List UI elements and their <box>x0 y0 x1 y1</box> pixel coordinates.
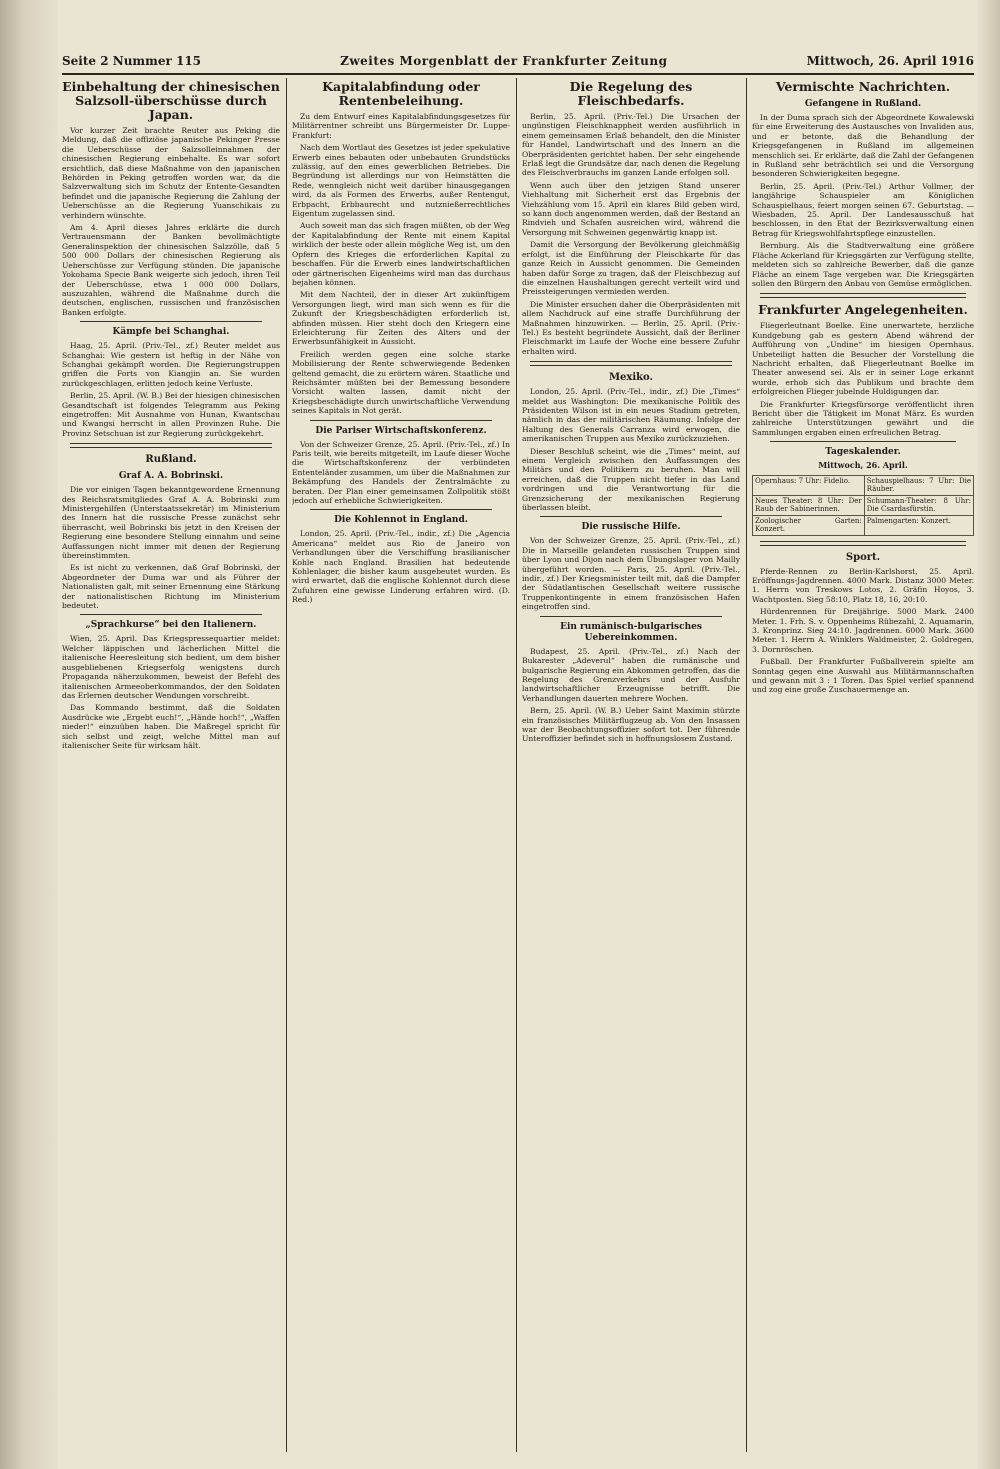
article-paragraph: Von der Schweizer Grenze, 25. April. (Priv.-Tel., zf.) Die in Marseille gelandeten russischen Truppen sind über Lyon und Dijon nach dem Übungslager von Mailly übergeführt worden. — Paris, 25. April. (Priv.-Tel., indir., zf.) Der Kriegsminister teilt mit, daß die Dampfer der Südatlantischen Gesellschaft weitere russische Truppenkontingente in einem französischen Hafen eingetroffen sind. <box>522 536 740 612</box>
article-paragraph: Hürdenrennen für Dreijährige. 5000 Mark. 2400 Meter. 1. Frh. S. v. Oppenheims Rübezahl, 2. Aquamarin, 3. Kronprinz. Sieg 24:10. Jagdrennen. 6000 Mark. 3600 Meter. 1. Herrn A. Winklers Waldmeister, 2. Goldregen, 3. Dornröschen. <box>752 607 974 654</box>
article-paragraph: Bern, 25. April. (W. B.) Ueber Saint Maximin stürzte ein französisches Militärflugzeug ab. Von den Insassen war der Beobachtungsoffizier sofort tot. Der führende Unteroffizier befindet sich in hoffnungslosem Zustand. <box>522 706 740 744</box>
calendar-row <box>753 515 974 535</box>
article-subheadline: Die Kohlennot in England. <box>334 515 468 526</box>
article-paragraph: Es ist nicht zu verkennen, daß Graf Bobrinski, der Abgeordneter der Duma war und als Führer der Nationalisten galt, mit seiner Ernennung eine Stärkung der nationalistischen Richtung im Ministerium bedeutet. <box>62 563 280 611</box>
article-headline: Vermischte Nachrichten. <box>775 79 951 94</box>
column-3 <box>522 78 740 1452</box>
article-paragraph: Wien, 25. April. Das Kriegspressequartier meldet: Welcher läppischen und lächerlichen Mittel die italienische Heeresleitung sich bedient, um dem bisher ausgebliebenen Kriegserfolg wenigstens durch Propaganda näherzukommen, beweist der Befehl des italienischen Armeeoberkommandos, der den Soldaten das Erlernen deutscher Wendungen vorschreibt. <box>62 634 280 700</box>
divider <box>540 616 722 617</box>
calendar-cell: Opernhaus: 7 Uhr: Fidelio. <box>753 475 865 495</box>
article-paragraph: Haag, 25. April. (Priv.-Tel., zf.) Reuter meldet aus Schanghai: Wie gestern ist heftig in der Nähe von Schanghai gekämpft worden. Die Regierungstruppen griffen die Forts von Kiangjin an. Sie wurden zurückgeschlagen, erlitten jedoch keine Verluste. <box>62 341 280 388</box>
divider <box>80 614 262 615</box>
article-paragraph: Auch soweit man das sich fragen müßten, ob der Weg der Kapitalabfindung der Rente mit einem Kapital wirklich der beste oder allein mögliche Weg ist, um den Opfern des Krieges die erforderlichen Kapital zu beschaffen. Für die Erwerb eines landwirtschaftlichen oder gärtnerischen Eigenheims wird man das durchaus bejahen können. <box>292 221 510 287</box>
article-subheadline: „Sprachkurse“ bei den Italienern. <box>85 620 257 631</box>
article-subheadline: Graf A. A. Bobrinski. <box>118 471 224 482</box>
article-paragraph: Berlin, 25. April. (W. B.) Bei der hiesigen chinesischen Gesandtschaft ist folgendes Telegramm aus Peking eingetroffen: Mit Ausnahme von Hunan, Kwantschau und Kwangsi herrscht in allen Provinzen Ruhe. Die Provinz Setschuan ist zur Regierung zurückgekehrt. <box>62 391 280 438</box>
header-page-number: Seite 2 Nummer 115 <box>62 54 202 68</box>
divider <box>530 361 732 366</box>
article-paragraph: Nach dem Wortlaut des Gesetzes ist jeder spekulative Erwerb eines bebauten oder unbebauten Grundstücks zulässig, auf den eines gewerblichen Betriebes. Die Begründung ist allerdings nur von Heimstätten die Rede, wenngleich nicht weit darüber hinausgegangen wird, da als Formen des Erwerbs, außer Rentengut, Erbpacht, Erbbaurecht und nutznießerrechtliches Eigentum zugelassen sind. <box>292 143 510 219</box>
calendar-cell: Schauspielhaus: 7 Uhr: Die Räuber. <box>864 475 973 495</box>
article-headline: Einbehaltung der chinesischen Salzsoll-überschüsse durch Japan. <box>62 79 280 122</box>
article-paragraph: Das Kommando bestimmt, daß die Soldaten Ausdrücke wie „Ergebt euch!“, „Hände hoch!“, „Waffen nieder!“ einzuüben haben. Die Maßregel spricht für sich selbst und zeigt, welche Mittel man auf italienischer Seite für wirksam hält. <box>62 703 280 750</box>
article-paragraph: Am 4. April dieses Jahres erklärte die durch Vertrauensmann der Banken bevollmächtigte Generalinspektion der chinesischen Salzzölle, daß 5 500 000 Dollars der chinesischen Regierung als Ueberschüsse zur Verfügung stünden. Die japanische Yokohama Specie Bank weigerte sich jedoch, ihren Teil der Ueberschüsse, etwa 1 000 000 Dollars, auszuzahlen, während die Maßnahme durch die deutschen, englischen, russischen und französischen Banken erfolgte. <box>62 223 280 317</box>
article-paragraph: In der Duma sprach sich der Abgeordnete Kowalewski für eine Erweiterung des Austausches von Invaliden aus, und er betonte, daß die Behandlung der Kriegsgefangenen in Rußland im allgemeinen menschlich sei. Er erklärte, daß die Zahl der Gefangenen in Rußland sehr beträchtlich sei und die Versorgung besonderen Schwierigkeiten begegne. <box>752 113 974 179</box>
article-subheadline: Die Pariser Wirtschaftskonferenz. <box>315 425 487 436</box>
article-paragraph: Bernburg. Als die Stadtverwaltung eine größere Fläche Ackerland für Kriegsgärten zur Verfügung stellte, meldeten sich so zahlreiche Bewerber, daß die ganze Fläche an einem Tage vergeben war. Die Kriegsgärten sollen den Bürgern den Anbau von Gemüse ermöglichen. <box>752 241 974 288</box>
column-1 <box>62 78 280 1452</box>
divider <box>310 420 492 421</box>
article-paragraph: Budapest, 25. April. (Priv.-Tel., zf.) Nach der Bukarester „Adeverul“ haben die rumänische und bulgarische Regierung ein Abkommen getroffen, das die Regelung des Grenzverkehrs und der Ausfuhr landwirtschaftlicher Erzeugnisse betrifft. Die Verhandlungen dauerten mehrere Wochen. <box>522 646 740 703</box>
article-paragraph: Vor kurzer Zeit brachte Reuter aus Peking die Meldung, daß die offiziöse japanische Pekinger Presse die Ueberschüsse der Salzsolleinnahmen der chinesischen Regierung einbehalte. Es war sofort ersichtlich, daß diese Maßnahme von den japanischen Behörden in Peking getroffen worden war, da die Salzverwaltung sich im Schutz der Entente-Gesandten befindet und die japanische Regierung die Zahlung der Ueberschüsse an die Regierung Yuanschikais zu verhindern wünschte. <box>62 126 280 220</box>
article-paragraph: Dieser Beschluß scheint, wie die „Times“ meint, auf einem Vergleich zwischen den Auffassungen des Militärs und den Politikern zu beruhen. Man will erreichen, daß die Truppen nicht tiefer in das Land vordringen und die Verantwortung für die Grenzsicherung der mexikanischen Regierung überlassen bleibt. <box>522 446 740 513</box>
article-paragraph: London, 25. April. (Priv.-Tel., indir., zf.) Die „Agencia Americana“ meldet aus Rio de Janeiro von Verhandlungen über die Verschiffung brasilianischer Kohle nach England. Brasilien hat bedeutende Kohlenlager, die bisher kaum ausgebeutet wurden. Es wird erwartet, daß die englische Kohlennot durch diese Zufuhren eine gewisse Linderung erfahren wird. (D. Red.) <box>292 529 510 605</box>
article-paragraph: Mit dem Nachteil, der in dieser Art zukünftigem Versorgungen liegt, wird man sich wenn es für die Zukunft der Kriegsbeschädigten erforderlich ist, abfinden müssen. Hier steht doch den Kriegern eine Erleichterung für Zeiten des Alters und der Erwerbsunfähigkeit in Aussicht. <box>292 290 510 347</box>
article-subheadline: Gefangene in Rußland. <box>804 99 922 109</box>
calendar-date: Mittwoch, 26. April. <box>818 460 908 471</box>
page-binding-edge <box>0 0 58 1469</box>
page-right-edge <box>978 0 1000 1469</box>
article-headline: Die Regelung des Fleischbedarfs. <box>569 79 693 108</box>
columns <box>62 78 974 1452</box>
article-paragraph: Zu dem Entwurf eines Kapitalabfindungsgesetzes für Militärrentner schreibt uns Bürgermeister Dr. Luppe-Frankfurt: <box>292 112 510 140</box>
calendar-heading: Tageskalender. <box>825 447 901 458</box>
column-4 <box>752 78 974 1452</box>
article-paragraph: Die Minister ersuchen daher die Oberpräsidenten mit allem Nachdruck auf eine straffe Durchführung der Maßnahmen hinzuwirken. — Berlin, 25. April. (Priv.-Tel.) Es besteht begründete Aussicht, daß der Berliner Fleischmarkt im Laufe der Woche eine bessere Zufuhr erhalten wird. <box>522 299 740 356</box>
article-paragraph: Fliegerleutnant Boelke. Eine unerwartete, herzliche Kundgebung gab es gestern Abend während der Aufführung von „Undine“ im hiesigen Opernhaus. Unbeteiligt hatten die Besucher der Vorstellung die Nachricht erhalten, daß Fliegerleutnant Boelke im Theater anwesend sei. Als er in seiner Loge erkannt wurde, erhob sich das Publikum und brachte dem erfolgreichen Flieger jubelnde Huldigungen dar. <box>752 321 974 397</box>
article-paragraph: Berlin, 25. April. (Priv.-Tel.) Arthur Vollmer, der langjährige Schauspieler am Königlichen Schauspielhaus, feiert morgen seinen 67. Geburtstag. — Wiesbaden, 25. April. Der Landesausschuß hat beschlossen, in den Etat der Bezirksverwaltung einen Betrag für Kriegswohlfahrtspflege einzustellen. <box>752 181 974 238</box>
header-masthead: Zweites Morgenblatt der Frankfurter Zeitung <box>340 54 668 68</box>
column-2 <box>292 78 510 1452</box>
divider <box>310 509 492 510</box>
divider <box>80 321 262 322</box>
section-heading: Rußland. <box>145 454 197 466</box>
article-paragraph: London, 25. April. (Priv.-Tel., indir., zf.) Die „Times“ meldet aus Washington: Die mexikanische Politik des Präsidenten Wilson ist in ein neues Stadium getreten, nämlich in das der militärischen Räumung. Infolge der Haltung des Generals Carranza wird erwogen, die amerikanischen Truppen aus Mexiko zurückzuziehen. <box>522 387 740 444</box>
section-heading: Sport. <box>845 551 881 563</box>
calendar-cell: Palmengarten: Konzert. <box>864 515 973 535</box>
divider <box>760 541 966 546</box>
divider <box>540 516 722 517</box>
article-headline: Kapitalabfindung oder Rentenbeleihung. <box>322 79 480 108</box>
article-paragraph: Fußball. Der Frankfurter Fußballverein spielte am Sonntag gegen eine Auswahl aus Militärmannschaften und gewann mit 3 : 1 Toren. Das Spiel verlief spannend und zog eine große Zuschauermenge an. <box>752 657 974 695</box>
divider <box>770 441 956 442</box>
newspaper-sheet <box>62 52 974 1452</box>
calendar-table <box>752 475 974 536</box>
section-headline: Frankfurter Angelegenheiten. <box>758 302 968 318</box>
article-paragraph: Freilich werden gegen eine solche starke Mobilisierung der Rente schwerwiegende Bedenken geltend gemacht, die zu erörtern wären. Staatliche und Reichsämter müßten bei der Bemessung besondere Vorsicht walten lassen, damit nicht der Kriegsbeschädigte durch unwirtschaftliche Verwendung seines Kapitals in Not gerät. <box>292 349 510 416</box>
article-paragraph: Die vor einigen Tagen bekanntgewordene Ernennung des Reichsratsmitgliedes Graf A. A. Bobrinski zum Ministergehilfen (Unterstaatssekretär) im Ministerium des Innern hat die russische Presse zunächst sehr überrascht, weil Bobrinski bis jetzt in den Kreisen der Regierung eine besondere Stellung einnahm und seine Auffassungen nicht immer mit denen der Regierung übereinstimmten. <box>62 485 280 561</box>
divider <box>70 443 272 448</box>
calendar-cell: Neues Theater: 8 Uhr: Der Raub der Sabinerinnen. <box>753 495 865 515</box>
calendar-row <box>753 475 974 495</box>
article-subheadline: Die russische Hilfe. <box>581 522 681 533</box>
divider <box>760 293 966 298</box>
page-header <box>62 52 974 75</box>
article-paragraph: Von der Schweizer Grenze, 25. April. (Priv.-Tel., zf.) In Paris teilt, wie bereits mitgeteilt, im Laufe dieser Woche die Wirtschaftskonferenz der verbündeten Ententeländer zusammen, um über die Maßnahmen zur Bekämpfung des Handels der Zentralmächte zu beraten. Der Plan einer gemeinsamen Zollpolitik stößt jedoch auf erhebliche Schwierigkeiten. <box>292 439 510 506</box>
section-heading: Mexiko. <box>608 372 654 384</box>
article-paragraph: Pferde-Rennen zu Berlin-Karlshorst, 25. April. Eröffnungs-Jagdrennen. 4000 Mark. Distanz 3000 Meter. 1. Herrn von Treskows Lotos, 2. Gräfin Hoyos, 3. Wachtposten. Sieg 58:10, Platz 18, 16, 20:10. <box>752 566 974 604</box>
header-date: Mittwoch, 26. April 1916 <box>806 54 974 68</box>
calendar-cell: Zoologischer Garten: Konzert. <box>753 515 865 535</box>
article-paragraph: Wenn auch über den jetzigen Stand unserer Viehhaltung mit Sicherheit erst das Ergebnis der Viehzählung vom 15. April ein klares Bild geben wird, so kann doch angenommen werden, daß der Bestand an Rindvieh und Schafen ausreichen wird, während die Versorgung mit Schweinen gegenwärtig knapp ist. <box>522 180 740 237</box>
article-subheadline: Kämpfe bei Schanghai. <box>112 327 230 338</box>
article-paragraph: Die Frankfurter Kriegsfürsorge veröffentlicht ihren Bericht über die Tätigkeit im Monat März. Es wurden zahlreiche Unterstützungen gewährt und die Sammlungen ergaben einen erfreulichen Betrag. <box>752 399 974 437</box>
calendar-cell: Schumann-Theater: 8 Uhr: Die Csardasfürstin. <box>864 495 973 515</box>
article-paragraph: Damit die Versorgung der Bevölkerung gleichmäßig erfolgt, ist die Einführung der Fleischkarte für das ganze Reich in Aussicht genommen. Die Gemeinden haben dafür Sorge zu tragen, daß der Fleischbezug auf die einzelnen Haushaltungen gerecht verteilt wird und Preissteigerungen vermieden werden. <box>522 240 740 297</box>
article-paragraph: Berlin, 25. April. (Priv.-Tel.) Die Ursachen der ungünstigen Fleischknappheit werden ausführlich in einem gemeinsamen Erlaß behandelt, den die Minister für Handel, Landwirtschaft und des Innern an die Oberpräsidenten gerichtet haben. Der sehr eingehende Erlaß legt die Grundsätze dar, nach denen die Regelung des Fleischverbrauchs im ganzen Lande erfolgen soll. <box>522 112 740 178</box>
calendar-row <box>753 495 974 515</box>
article-subheadline: Ein rumänisch-bulgarisches Uebereinkommen. <box>560 621 702 643</box>
